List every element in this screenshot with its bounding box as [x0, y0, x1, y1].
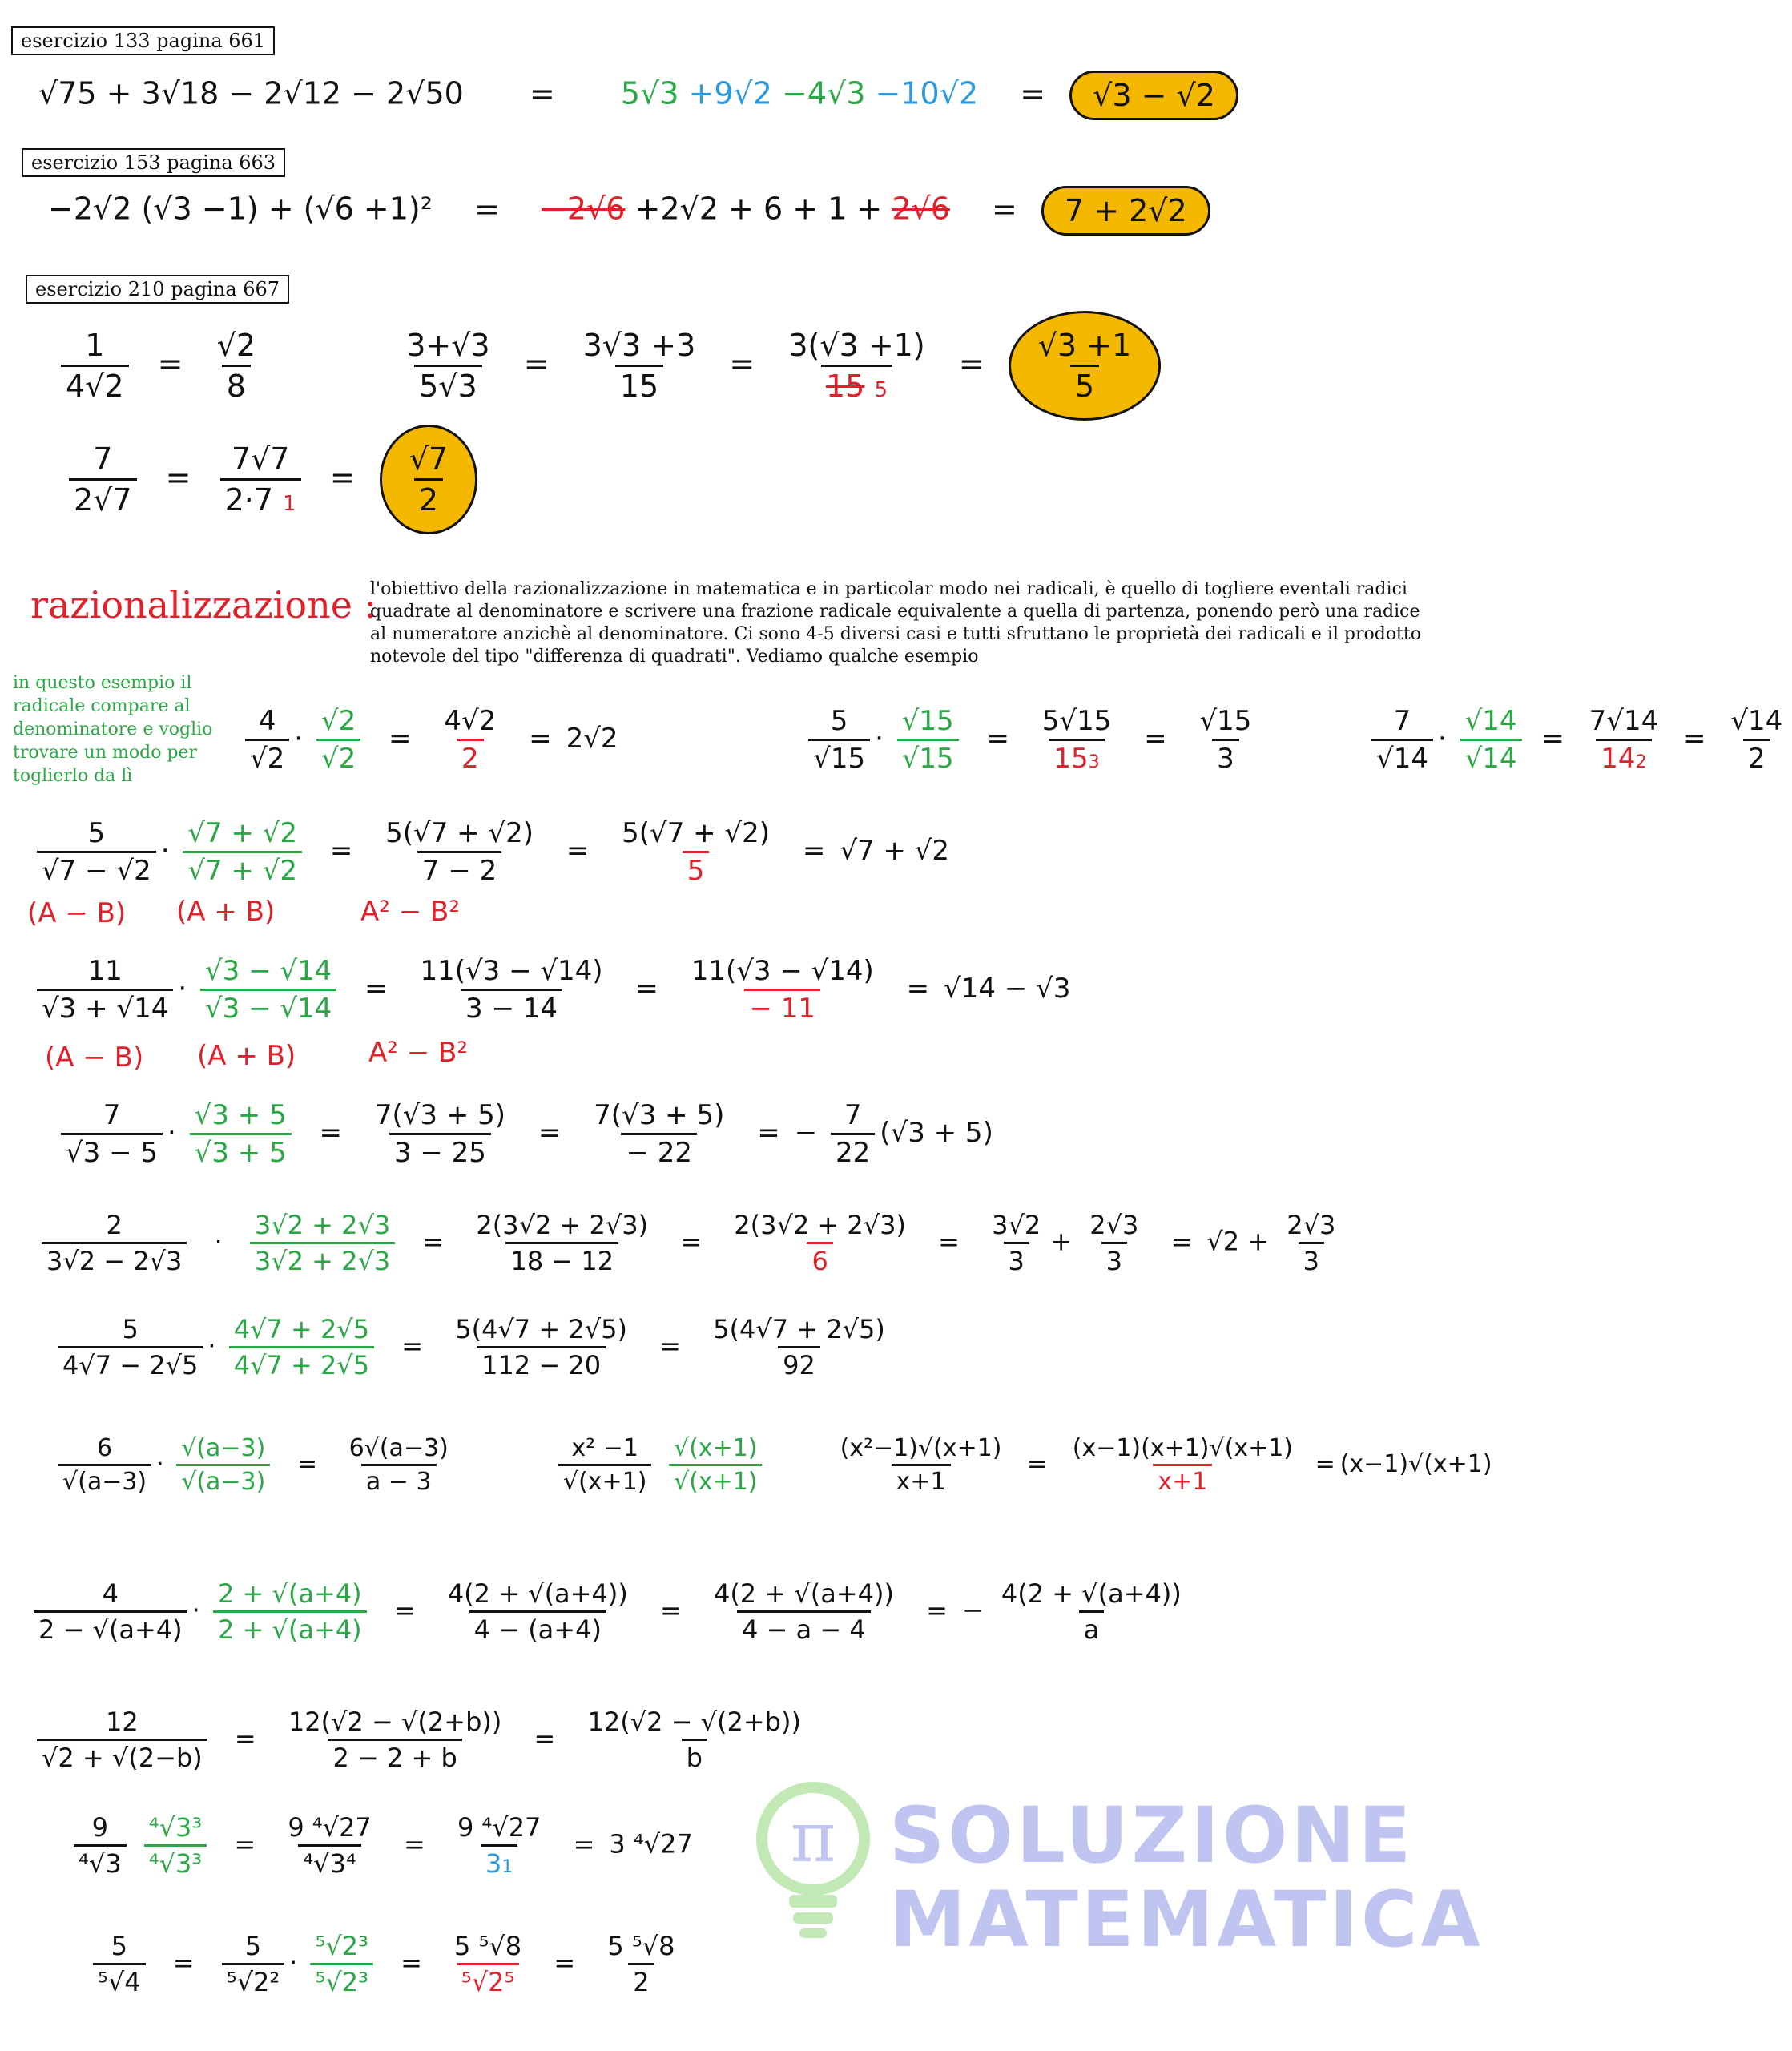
- label-diff-squares: A² − B²: [368, 1037, 468, 1069]
- ex133-term: 5√3: [620, 75, 679, 111]
- ex153-cancel: −2√6: [542, 191, 626, 227]
- fraction: $\frac{3(√3 +1)}{15 5}$: [788, 328, 925, 404]
- ex153-lhs: −2√2 (√3 −1) + (√6 +1)²: [48, 191, 433, 227]
- ex210-result-2: $\frac{√7}{2}$: [380, 425, 477, 534]
- ex210-row2: $\frac{7}{2√7}$ = $\frac{7√7}{2\cdot 7 1}$ = $\frac{√7}{2}$: [64, 425, 477, 534]
- ex133-term: +9√2: [688, 75, 772, 111]
- rat-row-7: $\frac{6}{√(a-3)}$ · $\frac{√(a-3)}{√(a-3)}$ = $\frac{6√(a-3)}{a - 3}$ $\frac{\text{x² −1}}{√(x+1)}$ $\frac{√(x+1)}{√(x+1)}$ $\frac{\text{(x²−1)√(x+1)}}{x+1}$ = $\frac{(x-1)(x+1)√(x+1)}{x+1}$ = (x−1)√(x+1): [53, 1434, 1492, 1496]
- fraction: $\frac{√2}{8}$: [216, 328, 256, 404]
- rat-row-2: $\frac{5}{√7 - √2}$ · $\frac{√7 + √2}{√7 + √2}$ = $\frac{5(√7 + √2)}{7 - 2}$ = $\frac{5(√7 + √2)}{5}$ = √7 + √2: [32, 817, 949, 887]
- label-a-plus-b: (A + B): [197, 1040, 296, 1072]
- ex210-row1: $\frac{1}{4√2}$ = $\frac{√2}{8}$ $\frac{3+√3}{5√3}$ = $\frac{3√3 +3}{15}$ = $\frac{3(√3 +1)}{15 5}$ = $\frac{√3 +1}{5}$: [56, 311, 1161, 421]
- ex153-line: −2√2 (√3 −1) + (√6 +1)² = −2√6 +2√2 + 6 + 1 + 2√6 = 7 + 2√2: [48, 186, 1210, 236]
- fraction: $\frac{7√7}{2\cdot 7 1}$: [220, 441, 301, 518]
- fraction: $\frac{7}{2√7}$: [69, 441, 137, 518]
- rat-row-3: $\frac{11}{√3 + √14}$ · $\frac{√3 - √14}{√3 - √14}$ = $\frac{11(√3 - √14)}{3 - 14}$ = $\frac{11(√3 - √14)}{- 11}$ = √14 − √3: [32, 955, 1070, 1025]
- rat-row-10: $\frac{9}{\text{⁴√3}}$ $\frac{\text{⁴√3³}}{\text{⁴√3³}}$ = $\frac{\text{9 ⁴√27}}{\text{⁴√3⁴}}$ = $\frac{\text{9 ⁴√27}}{31}$ = 3 ⁴√27: [69, 1812, 693, 1879]
- watermark-logo: [753, 1775, 1484, 1967]
- ex210-result-1: $\frac{√3 +1}{5}$: [1009, 311, 1162, 421]
- ex153-cancel: 2√6: [892, 191, 950, 227]
- intro-paragraph: l'obiettivo della razionalizzazione in matematica e in particolar modo nei radicali, è quello di togliere eventali radici quadrate al denominatore e scrivere una frazione radicale equivalente a quella di partenza, ponendo però una radice al numeratore anzichè al denominatore. Ci sono 4-5 diversi casi e tutti sfruttano le proprietà dei radicali e il prodotto notevole del tipo "differenza di quadrati". Vediamo qualche esempio: [370, 579, 1421, 667]
- label-a-minus-b: (A − B): [27, 897, 127, 929]
- svg-text:π: π: [790, 1798, 836, 1878]
- equals: =: [529, 75, 555, 111]
- exercise-133-label: esercizio 133 pagina 661: [11, 26, 275, 55]
- fraction: $\frac{3+√3}{5√3}$: [406, 328, 490, 404]
- ex133-result: √3 − √2: [1069, 71, 1238, 120]
- label-a-minus-b: (A − B): [45, 1042, 144, 1074]
- rat-row-6: $\frac{5}{4√7 - 2√5}$ · $\frac{4√7 + 2√5}{4√7 + 2√5}$ = $\frac{5(4√7 + 2√5)}{112 - 20}$ = $\frac{5(4√7 + 2√5)}{92}$: [53, 1314, 895, 1380]
- watermark-line-1: SOLUZIONE: [889, 1791, 1415, 1880]
- lightbulb-icon: [753, 1775, 873, 1959]
- rat-row-8: $\frac{4}{2 - √(a+4)}$ · $\frac{2 + √(a+4)}{2 + √(a+4)}$ = $\frac{4(2 + √(a+4))}{4 - (a+4)}$ = $\frac{4(2 + √(a+4))}{4 - a - 4}$ = − $\frac{4(2 + √(a+4))}{a}$: [29, 1578, 1191, 1645]
- fraction: $\frac{3√3 +3}{15}$: [582, 328, 696, 404]
- rat-row-1: $\frac{4}{√2}$ · $\frac{√2}{√2}$ = $\frac{4√2}{2}$ = 2√2 $\frac{5}{√15}$ · $\frac{√15}{√15}$ = $\frac{5√15}{153}$ = $\frac{√15}{3}$ $\frac{7}{√14}$ · $\frac{√14}{√14}$ = $\frac{7√14}{142}$ = $\frac{√14}{2}$: [240, 705, 1792, 775]
- exercise-153-label: esercizio 153 pagina 663: [22, 148, 285, 177]
- rat-row-4: $\frac{7}{√3 - 5}$ · $\frac{√3 + 5}{√3 + 5}$ = $\frac{7(√3 + 5)}{3 - 25}$ = $\frac{7(√3 + 5)}{- 22}$ = − $\frac{7}{22}$ (√3 + 5): [56, 1099, 993, 1169]
- fraction: $\frac{1}{4√2}$: [61, 328, 129, 404]
- rat-row-11: $\frac{5}{\text{⁵√4}}$ = $\frac{5}{\text{⁵√2²}}$ · $\frac{\text{⁵√2³}}{\text{⁵√2³}}$ = $\frac{\text{5 ⁵√8}}{\text{⁵√2⁵}}$ = $\frac{\text{5 ⁵√8}}{2}$: [88, 1931, 684, 1997]
- side-note: in questo esempio il radicale compare al denominatore e voglio trovare un modo per toglierlo da lì: [13, 673, 213, 786]
- ex153-result: 7 + 2√2: [1041, 186, 1210, 236]
- ex133-lhs: √75 + 3√18 − 2√12 − 2√50: [38, 75, 464, 111]
- exercise-210-label: esercizio 210 pagina 667: [26, 275, 289, 304]
- ex133-term: −10√2: [875, 75, 979, 111]
- section-title: razionalizzazione :: [30, 583, 377, 627]
- ex133-term: −4√3: [782, 75, 866, 111]
- watermark-line-2: MATEMATICA: [889, 1875, 1484, 1964]
- ex153-term: +2√2 + 6 + 1 +: [634, 191, 883, 227]
- label-a-plus-b: (A + B): [176, 896, 276, 928]
- label-diff-squares: A² − B²: [360, 896, 460, 928]
- ex133-line: √75 + 3√18 − 2√12 − 2√50 = 5√3 +9√2 −4√3 −10√2 = √3 − √2: [38, 71, 1238, 120]
- rat-row-9: $\frac{12}{√2 + √(2-b)}$ = $\frac{12(√2 - √(2+b))}{2 - 2 + b}$ = $\frac{12(√2 - √(2+b))}{b}$: [32, 1706, 811, 1773]
- equals: =: [474, 191, 500, 227]
- rat-row-5: $\frac{2}{3√2 - 2√3}$ · $\frac{3√2 + 2√3}{3√2 + 2√3}$ = $\frac{2(3√2 + 2√3)}{18 - 12}$ = $\frac{2(3√2 + 2√3)}{6}$ = $\frac{3√2}{3}$ + $\frac{2√3}{3}$ = √2 + $\frac{2√3}{3}$: [37, 1210, 1345, 1276]
